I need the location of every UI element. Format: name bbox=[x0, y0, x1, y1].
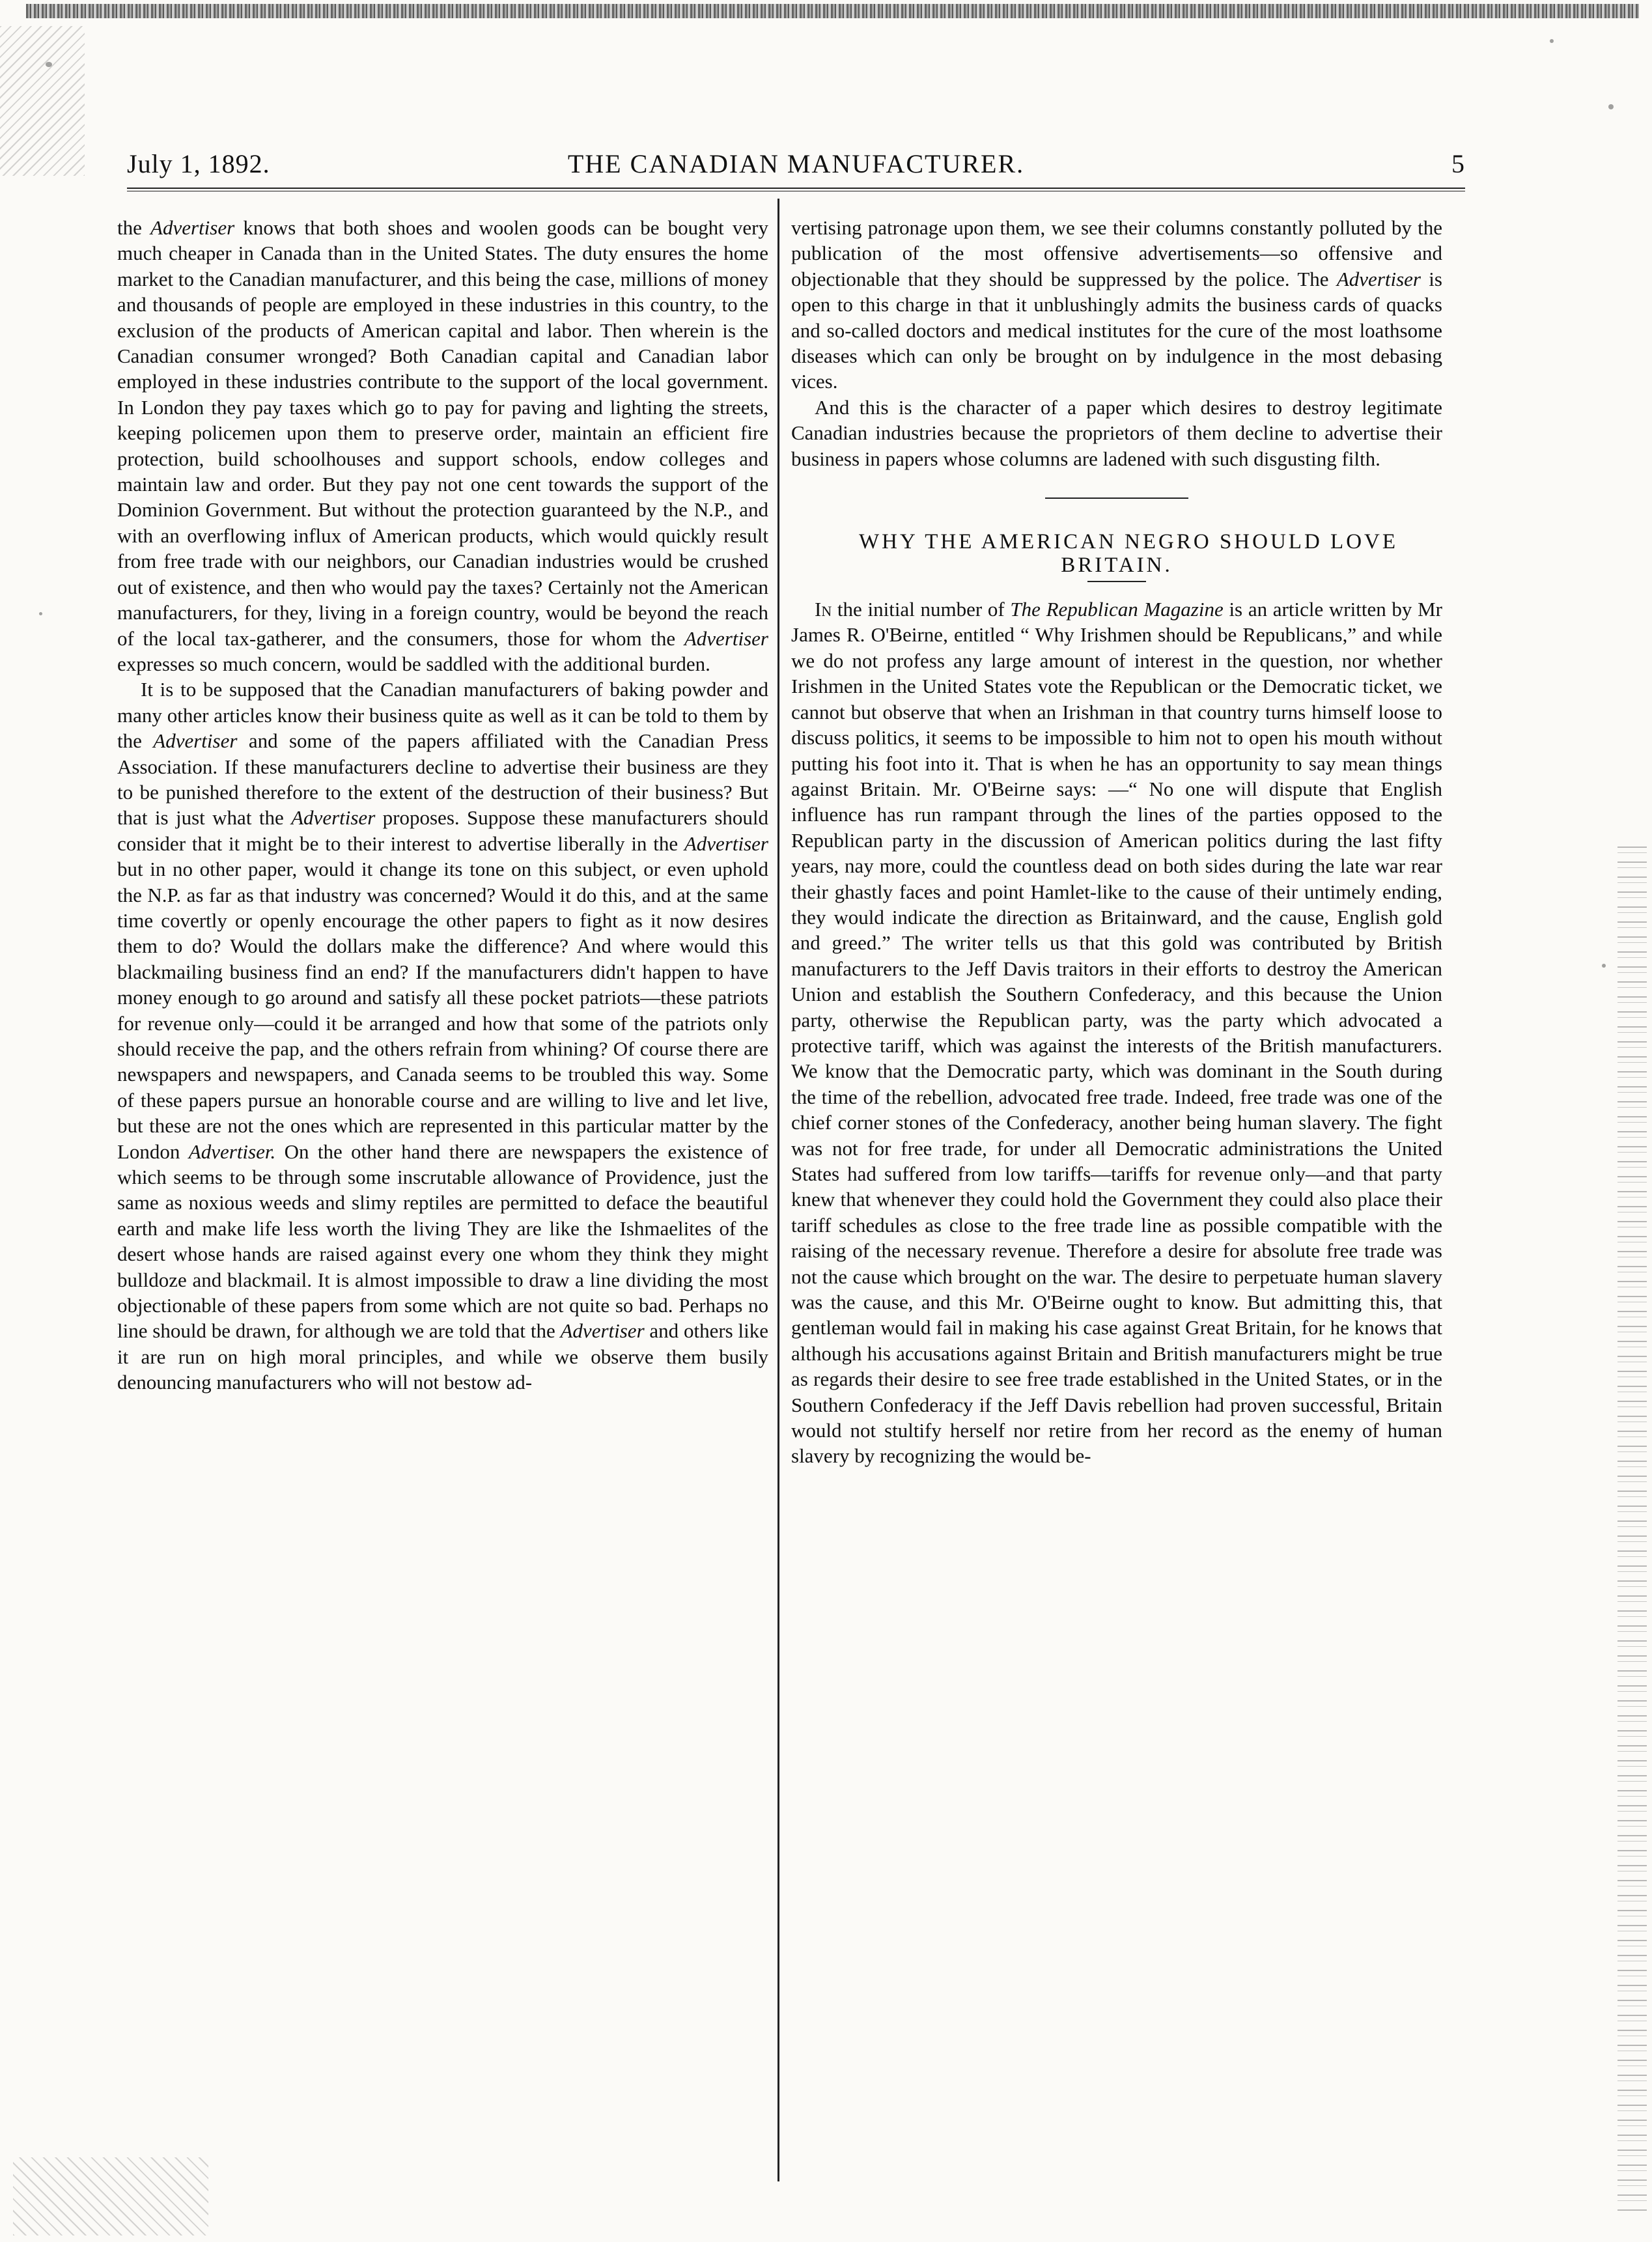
italic-run: Advertiser. bbox=[188, 1140, 276, 1163]
top-border-rule bbox=[26, 4, 1639, 18]
italic-run: The Republican Magazine bbox=[1010, 598, 1224, 621]
text-run: And this is the character of a paper which desires to destroy legitimate Canadian industries because the proprietors of them decline to advertise their business in papers whose columns are ladened with such disgusting filth. bbox=[791, 395, 1442, 470]
scan-noise-right-edge bbox=[1617, 847, 1647, 2214]
text-run: is an article written by Mr James R. O'Beirne, entitled “ Why Irishmen should be Republicans,” and while we do not profess any large amount of interest in the question, nor whether Irishmen in the United States vote the Republican or the Democratic ticket, we cannot but observe that when an Irishman in that country turns himself loose to discuss politics, it seems to be impossible to him not to open his mouth without putting his foot into it. That is when he has an opportunity to say mean things against Britain. Mr. O'Beirne says: —“ No one will dispute that English influence has run rampant through the lines of the parties opposed to the Republican party in the discussion of American politics during the last fifty years, nay more, could the countless dead on both sides during the late war rear their ghastly faces and point Hamlet-like to the cause of their untimely ending, they would indicate the direction as Britainward, and the cause, English gold and greed.” The writer tells us that this gold was contributed by British manufacturers to the Jeff Davis traitors in their efforts to destroy the American Union and establish the Southern Confederacy, and this because the Union party, otherwise the Republican party, was the party which advocated a protective tariff, which was against the interests of the British manufacturers. We know that the Democratic party, which was dominant in the South during the time of the rebellion, advocated free trade. Indeed, free trade was one of the chief corner stones of the Confederacy, another being human slavery. The fight was not for free trade, for under all Democratic administrations the United States had suffered from low tariffs—tariffs for revenue only—and that party knew that whenever they could hold the Government they could also place their tariff schedules as close to the free trade line as possible compatible with the raising of the necessary revenue. Therefore a desire for absolute free trade was not the cause which brought on the war. The desire to perpetuate human slavery was the cause, and this Mr. O'Beirne ought to know. But admitting this, that gentleman would fail in making his case against Great Britain, for he knows that although his accusations against Britain and British manufacturers might be true as regards their desire to see free trade established in the United States, or in the Southern Confederacy if the Jeff Davis rebellion had proven successful, Britain would not stultify herself nor retire from her record as the enemy of human slavery by recognizing the would be- bbox=[791, 598, 1442, 1468]
text-run: and some of the papers affiliated with the Canadian Press Association. If these manufacturers decline to advertise their business are they to be punished therefore to the extent of the destruction of their business? But that is just what the bbox=[117, 729, 769, 830]
text-run: the initial number of bbox=[832, 598, 1011, 621]
article-paragraph bbox=[791, 395, 1442, 471]
text-run: It is to be supposed that the Canadian manufacturers of baking powder and many other articles know their business quite as well as it can be told to them by the bbox=[117, 678, 768, 753]
issue-date: July 1, 1892. bbox=[127, 149, 270, 178]
scan-noise-bottom-left bbox=[13, 2157, 208, 2235]
column-divider bbox=[777, 199, 779, 2181]
italic-run: Advertiser bbox=[1336, 267, 1421, 290]
page-number: 5 bbox=[1451, 149, 1465, 178]
small-caps-run: In bbox=[815, 598, 832, 621]
speck bbox=[39, 612, 42, 615]
text-run: is open to this charge in that it unblushingly admits the business cards of quacks and so-called doctors and medical institutes for the cure of the most loathsome diseases which can only be brought on by indulgence in the most debasing vices. bbox=[791, 267, 1442, 393]
text-run: knows that both shoes and woolen goods can be bought very much cheaper in Canada than in the United States. The duty ensures the home market to the Canadian manufacturer, and this being the case, millions of money and thousands of people are employed in these industries in this country, to the exclusion of the products of American capital and labor. Then wherein is the Canadian consumer wronged? Both Canadian capital and Canadian labor employed in these industries contribute to the support of the local government. In London they pay taxes which go to pay for paving and lighting the streets, keeping policemen upon them to preserve order, maintain an efficient fire protection, build schoolhouses and support schools, endow colleges and maintain law and order. But they pay not one cent towards the support of the Dominion Government. But without the protection guaranteed by the N.P., and with an overflowing influx of American products, which would quickly result from free trade with our neighbors, our Canadian industries would be crushed out of existence, and then who would pay the taxes? Certainly not the American manufacturers, for they, living in a foreign country, would be beyond the reach of the local tax-gatherer, and the consumers, those for whom the bbox=[117, 216, 768, 650]
header-rule bbox=[127, 188, 1465, 191]
italic-run: Advertiser bbox=[560, 1319, 645, 1343]
text-run: the bbox=[117, 216, 151, 239]
article-separator bbox=[1045, 497, 1188, 499]
article-headline bbox=[791, 530, 1442, 577]
left-column bbox=[117, 215, 768, 1395]
italic-run: Advertiser bbox=[684, 832, 768, 855]
speck bbox=[1608, 104, 1614, 109]
scan-noise-top-left bbox=[0, 26, 85, 176]
article-paragraph bbox=[117, 215, 768, 677]
right-column bbox=[791, 215, 1442, 1469]
publication-title: THE CANADIAN MANUFACTURER. bbox=[567, 149, 1025, 178]
article-paragraph bbox=[117, 677, 768, 1395]
text-run: but in no other paper, would it change its tone on this subject, or even uphold the N.P. as far as that industry was concerned? Would it do this, and at the same time covertly or openly encourage the other papers to fight as it now desires them to do? Would the dollars make the difference? And where would this blackmailing business find an end? If the manufacturers didn't happen to have money enough to go around and satisfy all these pocket patriots—these patriots for revenue only—could it be arranged and how that some of the patriots only should receive the pap, and the others refrain from whining? Of course there are newspapers and newspapers, and Canada seems to be troubled this way. Some of these papers pursue an honorable course and are willing to live and let live, but these are not the ones which are represented in this particular matter by the London bbox=[117, 858, 768, 1163]
italic-run: Advertiser bbox=[684, 626, 768, 650]
text-run: and others like it are run on high moral principles, and while we observe them busily denouncing manufacturers who will not bestow ad- bbox=[117, 1319, 769, 1394]
text-run: expresses so much concern, would be saddled with the additional burden. bbox=[117, 652, 710, 675]
italic-run: Advertiser bbox=[291, 806, 376, 830]
italic-run: Advertiser bbox=[150, 216, 235, 239]
speck bbox=[46, 62, 52, 67]
text-run: On the other hand there are newspapers the existence of which seems to be through some inscrutable allowance of Providence, just the same as noxious weeds and slimy reptiles are permitted to deface the beautiful earth and make life less worth the living They are like the Ishmaelites of the desert whose hands are raised against every one whom they think they might bulldoze and blackmail. It is almost impossible to draw a line dividing the most objectionable of these papers from some which are not quite so bad. Perhaps no line should be drawn, for although we are told that the bbox=[117, 1140, 768, 1343]
headline-line: BRITAIN. bbox=[1061, 553, 1173, 578]
speck bbox=[1550, 39, 1554, 43]
article-paragraph bbox=[791, 596, 1442, 1469]
page-header bbox=[127, 148, 1465, 188]
article-paragraph bbox=[791, 215, 1442, 395]
italic-run: Advertiser bbox=[153, 729, 238, 753]
headline-line: WHY THE AMERICAN NEGRO SHOULD LOVE bbox=[858, 530, 1399, 554]
speck bbox=[1602, 964, 1606, 968]
text-run: vertising patronage upon them, we see their columns constantly polluted by the publication of the most offensive advertisements—so offensive and objectionable that they should be suppressed by the police. The bbox=[791, 216, 1442, 290]
headline-rule bbox=[1087, 581, 1146, 582]
text-run: proposes. Suppose these manufacturers should consider that it might be to their interest to advertise liberally in the bbox=[117, 806, 768, 855]
